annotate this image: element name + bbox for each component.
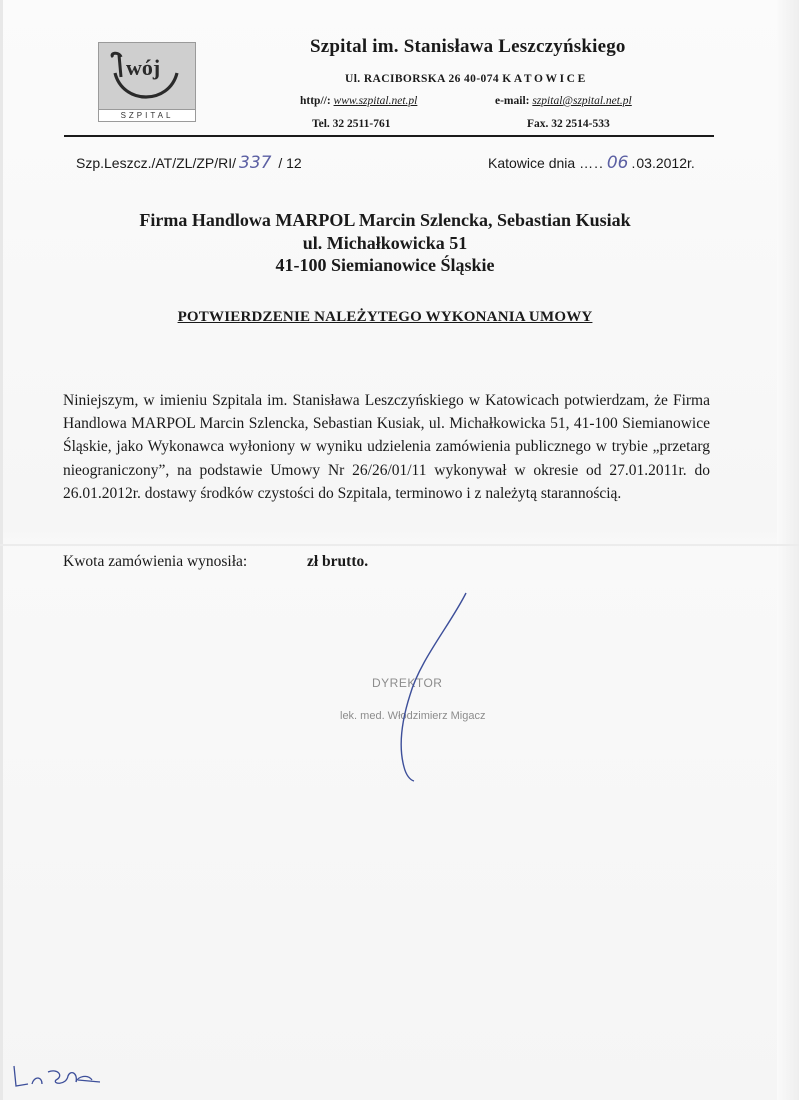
website-link[interactable]: www.szpital.net.pl: [333, 95, 418, 107]
paper-fold-line: [0, 544, 799, 546]
amount-value: zł brutto.: [307, 553, 369, 570]
handwritten-initials: [8, 1062, 108, 1092]
address-street: Ul. RACIBORSKA 26 40-074: [345, 73, 500, 85]
recipient-company: Firma Handlowa MARPOL Marcin Szlencka, Sebastian Kusiak: [139, 210, 631, 230]
website-label: http//:: [300, 95, 331, 107]
email-label: e-mail:: [495, 95, 530, 107]
logo-band-text: SZPITAL: [99, 109, 195, 121]
date-handwritten-day: 06: [606, 153, 629, 173]
email-line: [495, 95, 632, 107]
stamp-name: lek. med. Włodzimierz Migacz: [340, 710, 486, 722]
logo-lettering: wój: [126, 55, 161, 80]
document-date: [488, 153, 695, 173]
logo-smile-graphic: [99, 43, 195, 109]
handwritten-signature: [370, 585, 480, 785]
date-dots-before: …..: [579, 155, 604, 171]
scan-left-edge: [0, 0, 3, 1100]
hospital-address: [345, 73, 588, 85]
date-label: Katowice dnia: [488, 155, 576, 171]
fax-number: Fax. 32 2514-533: [527, 118, 610, 130]
scan-right-edge: [777, 0, 799, 1100]
reference-prefix: Szp.Leszcz./AT/ZL/ZP/RI/: [76, 155, 237, 171]
hospital-logo: [98, 42, 196, 122]
body-paragraph: Niniejszym, w imieniu Szpitala im. Stanisława Leszczyńskiego w Katowicach potwierdzam, że Firma Handlowa MARPOL Marcin Szlencka, Sebastian Kusiak, ul. Michałkowicka 51, 41-100 Siemianowice Śląskie, jako Wykonawca wyłoniony w wyniku udzielenia zamówienia publicznego w trybie „przetarg nieograniczony”, na podstawie Umowy Nr 26/26/01/11 wykonywał w okresie od 27.01.2011r. do 26.01.2012r. dostawy środków czystości do Szpitala, terminowo i z należytą starannością.: [63, 392, 710, 502]
reference-number: [76, 153, 302, 173]
stamp-title: DYREKTOR: [372, 676, 443, 690]
email-link[interactable]: szpital@szpital.net.pl: [532, 95, 632, 107]
address-city: KATOWICE: [502, 73, 588, 85]
phone-number: Tel. 32 2511-761: [312, 118, 391, 130]
date-dots-after: .: [631, 155, 637, 171]
document-heading: POTWIERDZENIE NALEŻYTEGO WYKONANIA UMOWY: [177, 309, 593, 325]
amount-label: Kwota zamówienia wynosiła:: [63, 553, 248, 570]
header-divider: [64, 135, 714, 137]
hospital-name: Szpital im. Stanisława Leszczyńskiego: [310, 36, 626, 57]
reference-handwritten-number: 337: [239, 153, 272, 173]
recipient-street: ul. Michałkowicka 51: [302, 233, 468, 253]
website-line: [300, 95, 417, 107]
reference-suffix: / 12: [278, 155, 302, 171]
recipient-city: 41-100 Siemianowice Śląskie: [275, 255, 495, 275]
date-rest: 03.2012r.: [636, 155, 695, 171]
